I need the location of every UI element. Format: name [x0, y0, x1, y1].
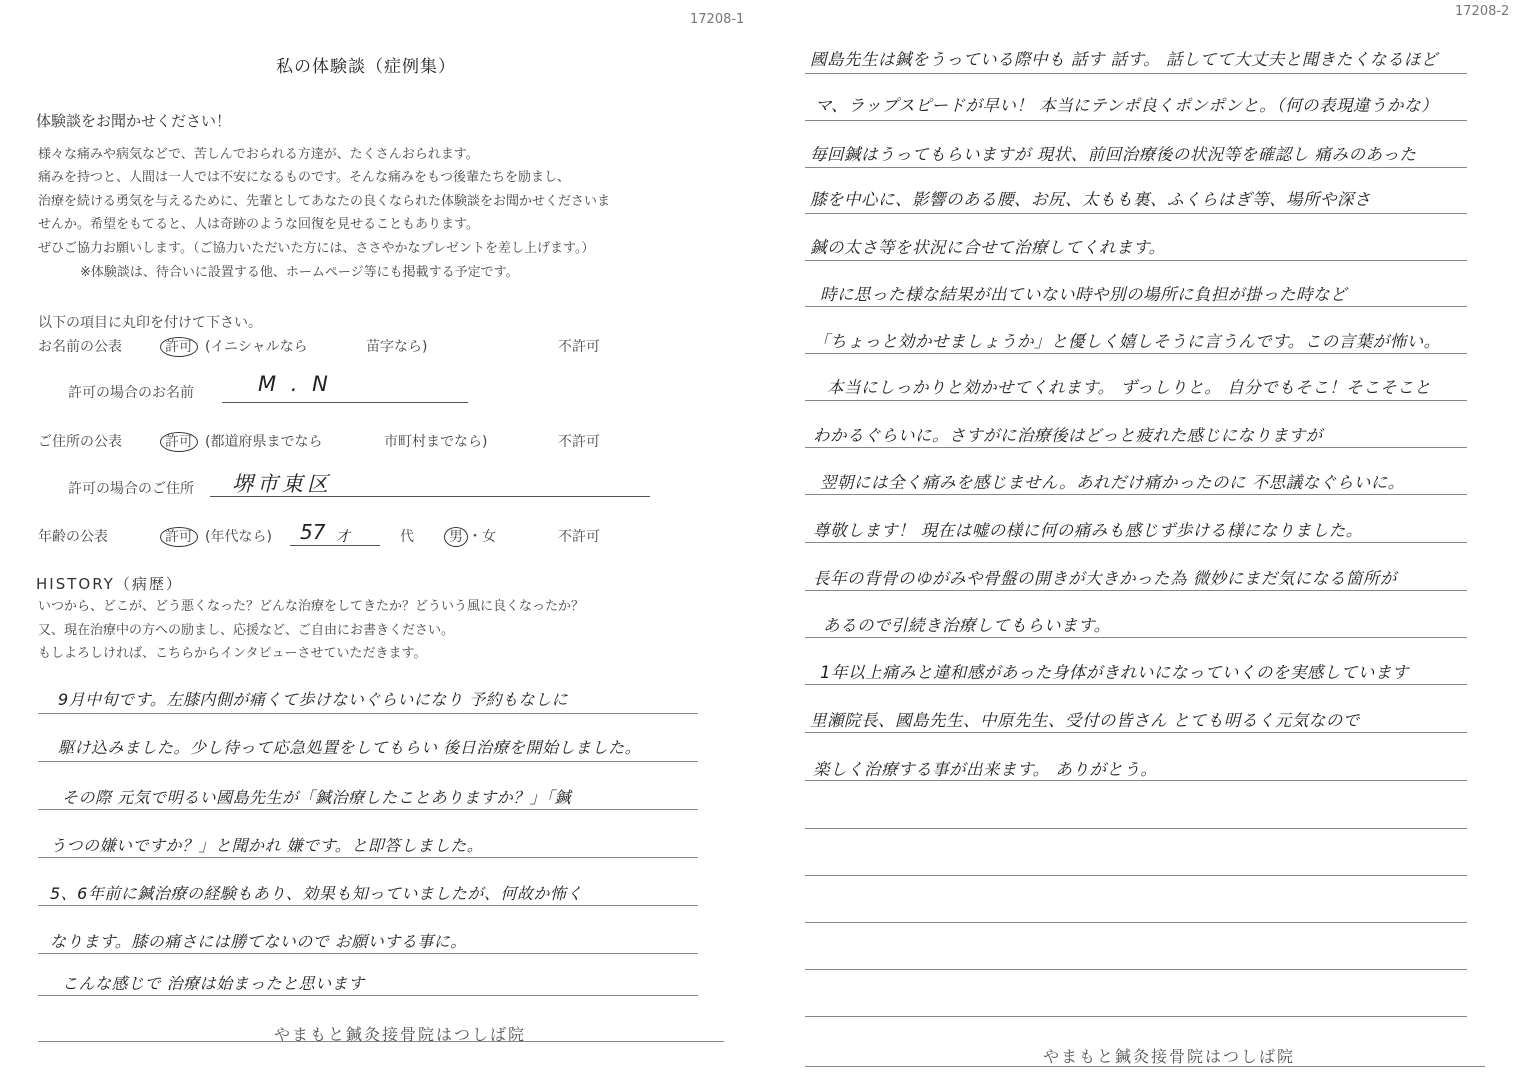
ruled-line — [38, 953, 698, 954]
ruled-line — [805, 732, 1467, 733]
handwritten-line: 時に思った様な結果が出ていない時や別の場所に負担が掛った時など — [820, 285, 1347, 304]
intro-note: ※体験談は、待合いに設置する他、ホームページ等にも掲載する予定です。 — [80, 265, 519, 280]
ruled-line — [805, 73, 1467, 74]
handwritten-line: 本当にしっかりと効かせてくれます。 ずっしりと。 自分でもそこ！そこそこと — [827, 378, 1432, 397]
ruled-line — [805, 120, 1467, 121]
ruled-line — [805, 684, 1467, 685]
ruled-line — [805, 306, 1467, 307]
gender-separator: ・ — [468, 529, 482, 545]
ruled-line — [805, 353, 1467, 354]
instruction: 以下の項目に丸印を付けて下さい。 — [38, 315, 262, 331]
age-unit: 才 — [336, 529, 350, 545]
address-prefecture-option[interactable]: (都道府県までなら — [205, 434, 323, 450]
gender-option[interactable] — [444, 526, 496, 546]
address-value[interactable]: 堺市東区 — [232, 472, 332, 496]
age-publish-label: 年齢の公表 — [38, 529, 108, 545]
clinic-footer: やまもと鍼灸接骨院はつしば院 — [1043, 1047, 1296, 1066]
ruled-line — [805, 590, 1467, 591]
ruled-line — [38, 761, 698, 762]
age-value[interactable]: 57 — [300, 520, 326, 544]
ruled-line — [805, 922, 1467, 923]
name-value-label: 許可の場合のお名前 — [68, 385, 194, 401]
handwritten-line: 楽しく治療する事が出来ます。 ありがとう。 — [813, 760, 1158, 779]
age-permit-option[interactable] — [160, 526, 198, 546]
address-underline — [210, 496, 650, 497]
history-instruction: 又、現在治療中の方への励まし、応援など、ご自由にお書きください。 — [38, 623, 455, 638]
handwritten-line: わかるぐらいに。さすがに治療後はどっと疲れた感じになりますが — [813, 426, 1323, 445]
handwritten-line: 5、6年前に鍼治療の経験もあり、効果も知っていましたが、何故か怖く — [50, 884, 583, 903]
address-deny-option[interactable]: 不許可 — [558, 434, 600, 450]
intro-line: 痛みを持つと、人間は一人では不安になるものです。そんな痛みをもつ後輩たちを励まし、 — [38, 170, 570, 185]
handwritten-line: 1年以上痛みと違和感があった身体がきれいになっていくのを実感しています — [820, 663, 1409, 682]
name-initial-option[interactable]: (イニシャルなら — [205, 339, 308, 355]
form-page-1 — [0, 0, 765, 1077]
age-deny-option[interactable]: 不許可 — [558, 529, 600, 545]
handwritten-line: 里瀬院長、國島先生、中原先生、受付の皆さん とても明るく元気なので — [810, 711, 1360, 730]
handwritten-line: 「ちょっと効かせましょうか」と優しく嬉しそうに言うんです。この言葉が怖い。 — [813, 332, 1441, 351]
ruled-line — [805, 494, 1467, 495]
page-id: 17208-1 — [690, 12, 745, 27]
address-permit-option[interactable] — [160, 431, 198, 451]
ruled-line — [38, 713, 698, 714]
age-underline — [290, 545, 380, 546]
name-value[interactable]: M . N — [258, 372, 332, 396]
handwritten-line: 9月中旬です。左膝内側が痛くて歩けないぐらいになり 予約もなしに — [58, 690, 568, 709]
age-decade-option[interactable]: (年代なら) — [205, 529, 272, 545]
handwritten-line: 鍼の太さ等を状況に合せて治療してくれます。 — [810, 238, 1166, 257]
handwritten-line: なります。膝の痛さには勝てないので お願いする事に。 — [50, 932, 467, 951]
handwritten-line: マ、ラップスピードが早い！ 本当にテンポ良くポンポンと。（何の表現違うかな） — [815, 96, 1439, 115]
name-surname-option[interactable]: 苗字なら) — [366, 339, 428, 355]
ruled-line — [805, 637, 1467, 638]
history-instruction: もしよろしければ、こちらからインタビューさせていただきます。 — [38, 646, 427, 661]
ruled-line — [805, 969, 1467, 970]
ruled-line — [38, 857, 698, 858]
intro-line: ぜひご協力お願いします。（ご協力いただいた方には、ささやかなプレゼントを差し上げます。） — [38, 241, 595, 256]
intro-line: 治療を続ける勇気を与えるために、先輩としてあなたの良くなられた体験談をお聞かせくださいま — [38, 194, 611, 209]
address-publish-label: ご住所の公表 — [38, 434, 122, 450]
ruled-line — [805, 400, 1467, 401]
form-page-2 — [765, 0, 1536, 1077]
page-id: 17208-2 — [1455, 4, 1510, 19]
history-heading: HISTORY（病歴） — [36, 575, 183, 593]
handwritten-line: うつの嫌いですか？」と聞かれ 嫌です。と即答しました。 — [50, 836, 484, 855]
intro-heading: 体験談をお聞かせください！ — [36, 112, 232, 130]
ruled-line — [38, 809, 698, 810]
intro-line: せんか。希望をもてると、人は奇跡のような回復を見せることもあります。 — [38, 217, 479, 232]
intro-line: 様々な痛みや病気などで、苦しんでおられる方達が、たくさんおられます。 — [38, 147, 479, 162]
gender-female: 女 — [482, 529, 496, 545]
handwritten-line: 駆け込みました。少し待って応急処置をしてもらい 後日治療を開始しました。 — [58, 738, 642, 757]
ruled-line — [805, 542, 1467, 543]
handwritten-line: 毎回鍼はうってもらいますが 現状、前回治療後の状況等を確認し 痛みのあった — [810, 145, 1417, 164]
age-permit-circled: 許可 — [160, 527, 198, 547]
name-permit-circled: 許可 — [160, 337, 198, 357]
ruled-line — [805, 1016, 1467, 1017]
handwritten-line: こんな感じで 治療は始まったと思います — [62, 974, 365, 993]
handwritten-line: あるので引続き治療してもらいます。 — [823, 616, 1111, 635]
address-city-option[interactable]: 市町村までなら) — [384, 434, 488, 450]
ruled-line — [805, 167, 1467, 168]
handwritten-line: 尊敬します！ 現在は嘘の様に何の痛みも感じず歩ける様になりました。 — [813, 521, 1363, 540]
ruled-line — [38, 905, 698, 906]
address-value-label: 許可の場合のご住所 — [68, 481, 194, 497]
name-underline — [222, 402, 468, 403]
ruled-line — [805, 780, 1467, 781]
ruled-line — [805, 828, 1467, 829]
age-decade-label: 代 — [400, 529, 414, 545]
name-publish-label: お名前の公表 — [38, 339, 122, 355]
ruled-line — [805, 260, 1467, 261]
handwritten-line: その際 元気で明るい國島先生が「鍼治療したことありますか？」「鍼 — [62, 788, 572, 807]
clinic-footer: やまもと鍼灸接骨院はつしば院 — [274, 1025, 527, 1044]
ruled-line — [38, 995, 698, 996]
handwritten-line: 國島先生は鍼をうっている際中も 話す 話す。 話してて大丈夫と聞きたくなるほど — [810, 50, 1438, 69]
name-deny-option[interactable]: 不許可 — [558, 339, 600, 355]
history-instruction: いつから、どこが、どう悪くなった？どんな治療をしてきたか？どういう風に良くなったか？ — [38, 599, 585, 614]
form-title: 私の体験談（症例集） — [276, 57, 456, 77]
ruled-line — [805, 447, 1467, 448]
handwritten-line: 長年の背骨のゆがみや骨盤の開きが大きかった為 微妙にまだ気になる箇所が — [813, 569, 1397, 588]
address-permit-circled: 許可 — [160, 432, 198, 452]
gender-male-circled: 男 — [444, 527, 468, 547]
name-permit-option[interactable] — [160, 336, 198, 356]
ruled-line — [805, 213, 1467, 214]
handwritten-line: 翌朝には全く痛みを感じません。あれだけ痛かったのに 不思議なぐらいに。 — [820, 473, 1405, 492]
handwritten-line: 膝を中心に、影響のある腰、お尻、太もも裏、ふくらはぎ等、場所や深さ — [810, 190, 1371, 209]
ruled-line — [805, 875, 1467, 876]
